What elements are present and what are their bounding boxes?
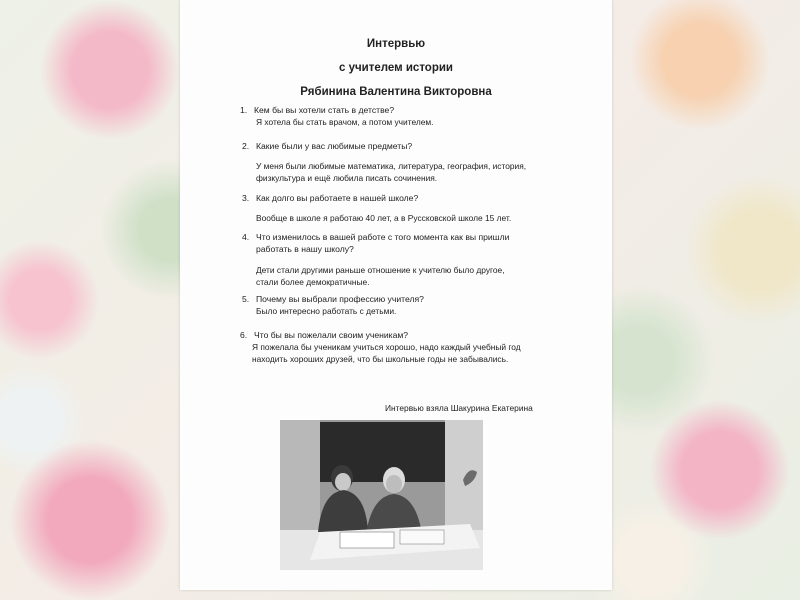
- question-2: 2. Какие были у вас любимые предметы?: [242, 141, 413, 151]
- question-6: 6. Что бы вы пожелали своим ученикам?: [240, 330, 409, 340]
- document-page: [180, 0, 612, 590]
- document-title: Интервью: [366, 38, 426, 50]
- answer-6-line-1: Я пожелала бы ученикам учиться хорошо, надо каждый учебный год: [252, 342, 521, 352]
- interviewer-signature: Интервью взяла Шакурина Екатерина: [385, 403, 533, 413]
- teacher-name: Рябинина Валентина Викторовна: [300, 86, 492, 98]
- answer-6-line-2: находить хороших друзей, что бы школьные годы не забывались.: [252, 354, 509, 364]
- question-5: 5. Почему вы выбрали профессию учителя?: [242, 294, 424, 304]
- document-subtitle: с учителем истории: [339, 62, 453, 74]
- answer-4-line-1: Дети стали другими раньше отношение к учителю было другое,: [256, 265, 505, 275]
- answer-1: Я хотела бы стать врачом, а потом учителем.: [256, 117, 434, 127]
- question-4: 4. Что изменилось в вашей работе с того момента как вы пришли: [242, 232, 510, 242]
- question-4-line-2: работать в нашу школу?: [256, 244, 354, 254]
- answer-5: Было интересно работать с детьми.: [256, 306, 397, 316]
- answer-4-line-2: стали более демократичные.: [256, 277, 370, 287]
- answer-2-line-1: У меня были любимые математика, литература, география, история,: [256, 161, 527, 171]
- question-1: 1. Кем бы вы хотели стать в детстве?: [240, 105, 395, 115]
- answer-2-line-2: физкультура и ещё любила писать сочинения.: [256, 173, 438, 183]
- question-3: 3. Как долго вы работаете в нашей школе?: [242, 193, 419, 203]
- answer-3: Вообще в школе я работаю 40 лет, а в Руссковской школе 15 лет.: [256, 213, 512, 223]
- classroom-photo: [280, 420, 483, 570]
